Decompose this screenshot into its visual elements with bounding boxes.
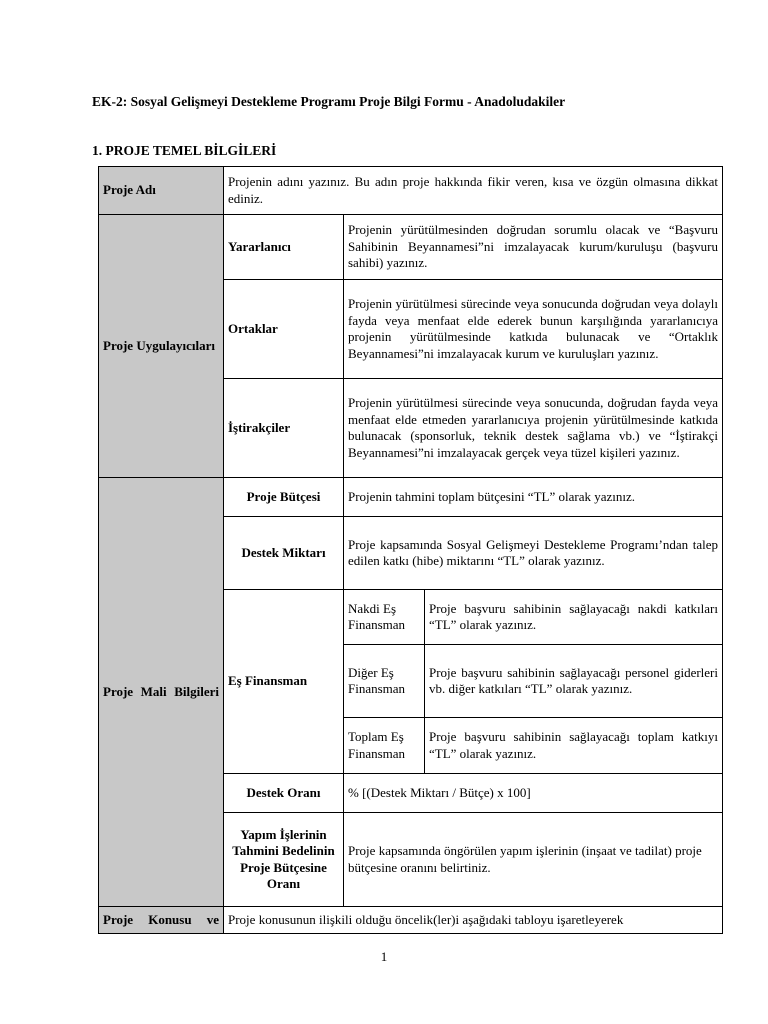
yapim-orani-text: Proje kapsamında öngörülen yapım işlerinin (inşaat ve tadilat) proje bütçesine oranını belirtiniz. [344, 813, 723, 907]
ortaklar-text: Projenin yürütülmesi sürecinde veya sonucunda doğrudan veya dolaylı fayda veya menfaat elde ederek bunun karşılığında yararlanıcıya projenin yürütülmesinde katkıda bulunacak ve “Ortaklık Beyannamesi”ni imzalayacak kurum ve kuruluşları yazınız. [344, 280, 723, 379]
document-title: EK-2: Sosyal Gelişmeyi Destekleme Programı Proje Bilgi Formu - Anadoludakiler [92, 94, 566, 109]
proje-konusu-label: Proje Konusu ve [99, 907, 224, 934]
table-row [99, 215, 723, 280]
yararlanici-label: Yararlanıcı [224, 215, 344, 280]
istirakciler-text: Projenin yürütülmesi sürecinde veya sonucunda, doğrudan fayda veya menfaat elde etmeden yararlanıcıya projenin yürütülmesinde katkıda bulunacak (sponsorluk, teknik destek sağlama vb.) ve “İştirakçi Beyannamesi”ni imzalayacak gerçek veya tüzel kişileri yazınız. [344, 379, 723, 478]
es-finansman-label: Eş Finansman [224, 590, 344, 774]
toplam-es-finansman-label: Toplam Eş Finansman [344, 718, 425, 774]
proje-butcesi-label: Proje Bütçesi [224, 478, 344, 517]
table-row [99, 167, 723, 215]
ortaklar-label: Ortaklar [224, 280, 344, 379]
table-row [99, 478, 723, 517]
page-number: 1 [380, 949, 388, 964]
proje-adi-text: Projenin adını yazınız. Bu adın proje hakkında fikir veren, kısa ve özgün olmasına dikkat ediniz. [224, 167, 723, 215]
diger-es-finansman-text: Proje başvuru sahibinin sağlayacağı personel giderleri vb. diğer katkıları “TL” olarak yazınız. [425, 645, 723, 718]
diger-es-finansman-label: Diğer Eş Finansman [344, 645, 425, 718]
proje-konusu-text: Proje konusunun ilişkili olduğu öncelik(ler)i aşağıdaki tabloyu işaretleyerek [224, 907, 723, 934]
nakdi-es-finansman-label: Nakdi Eş Finansman [344, 590, 425, 645]
toplam-es-finansman-text: Proje başvuru sahibinin sağlayacağı toplam katkıyı “TL” olarak yazınız. [425, 718, 723, 774]
proje-adi-label: Proje Adı [99, 167, 224, 215]
proje-butcesi-text: Projenin tahmini toplam bütçesini “TL” olarak yazınız. [344, 478, 723, 517]
destek-orani-label: Destek Oranı [224, 774, 344, 813]
yapim-orani-label: Yapım İşlerinin Tahmini Bedelinin Proje Bütçesine Oranı [224, 813, 344, 907]
destek-miktari-label: Destek Miktarı [224, 517, 344, 590]
mali-bilgiler-label: Proje Mali Bilgileri [99, 478, 224, 907]
yararlanici-text: Projenin yürütülmesinden doğrudan sorumlu olacak ve “Başvuru Sahibinin Beyannamesi”ni imzalayacak kurum/kuruluşu (başvuru sahibi) yazınız. [344, 215, 723, 280]
destek-miktari-text: Proje kapsamında Sosyal Gelişmeyi Destekleme Programı’ndan talep edilen katkı (hibe) miktarını “TL” olarak yazınız. [344, 517, 723, 590]
destek-orani-text: % [(Destek Miktarı / Bütçe) x 100] [344, 774, 723, 813]
istirakciler-label: İştirakçiler [224, 379, 344, 478]
nakdi-es-finansman-text: Proje başvuru sahibinin sağlayacağı nakdi katkıları “TL” olarak yazınız. [425, 590, 723, 645]
uygulayicilar-label: Proje Uygulayıcıları [99, 215, 224, 478]
table-row [99, 907, 723, 934]
section-heading: 1. PROJE TEMEL BİLGİLERİ [92, 143, 277, 158]
project-info-table [98, 166, 723, 934]
